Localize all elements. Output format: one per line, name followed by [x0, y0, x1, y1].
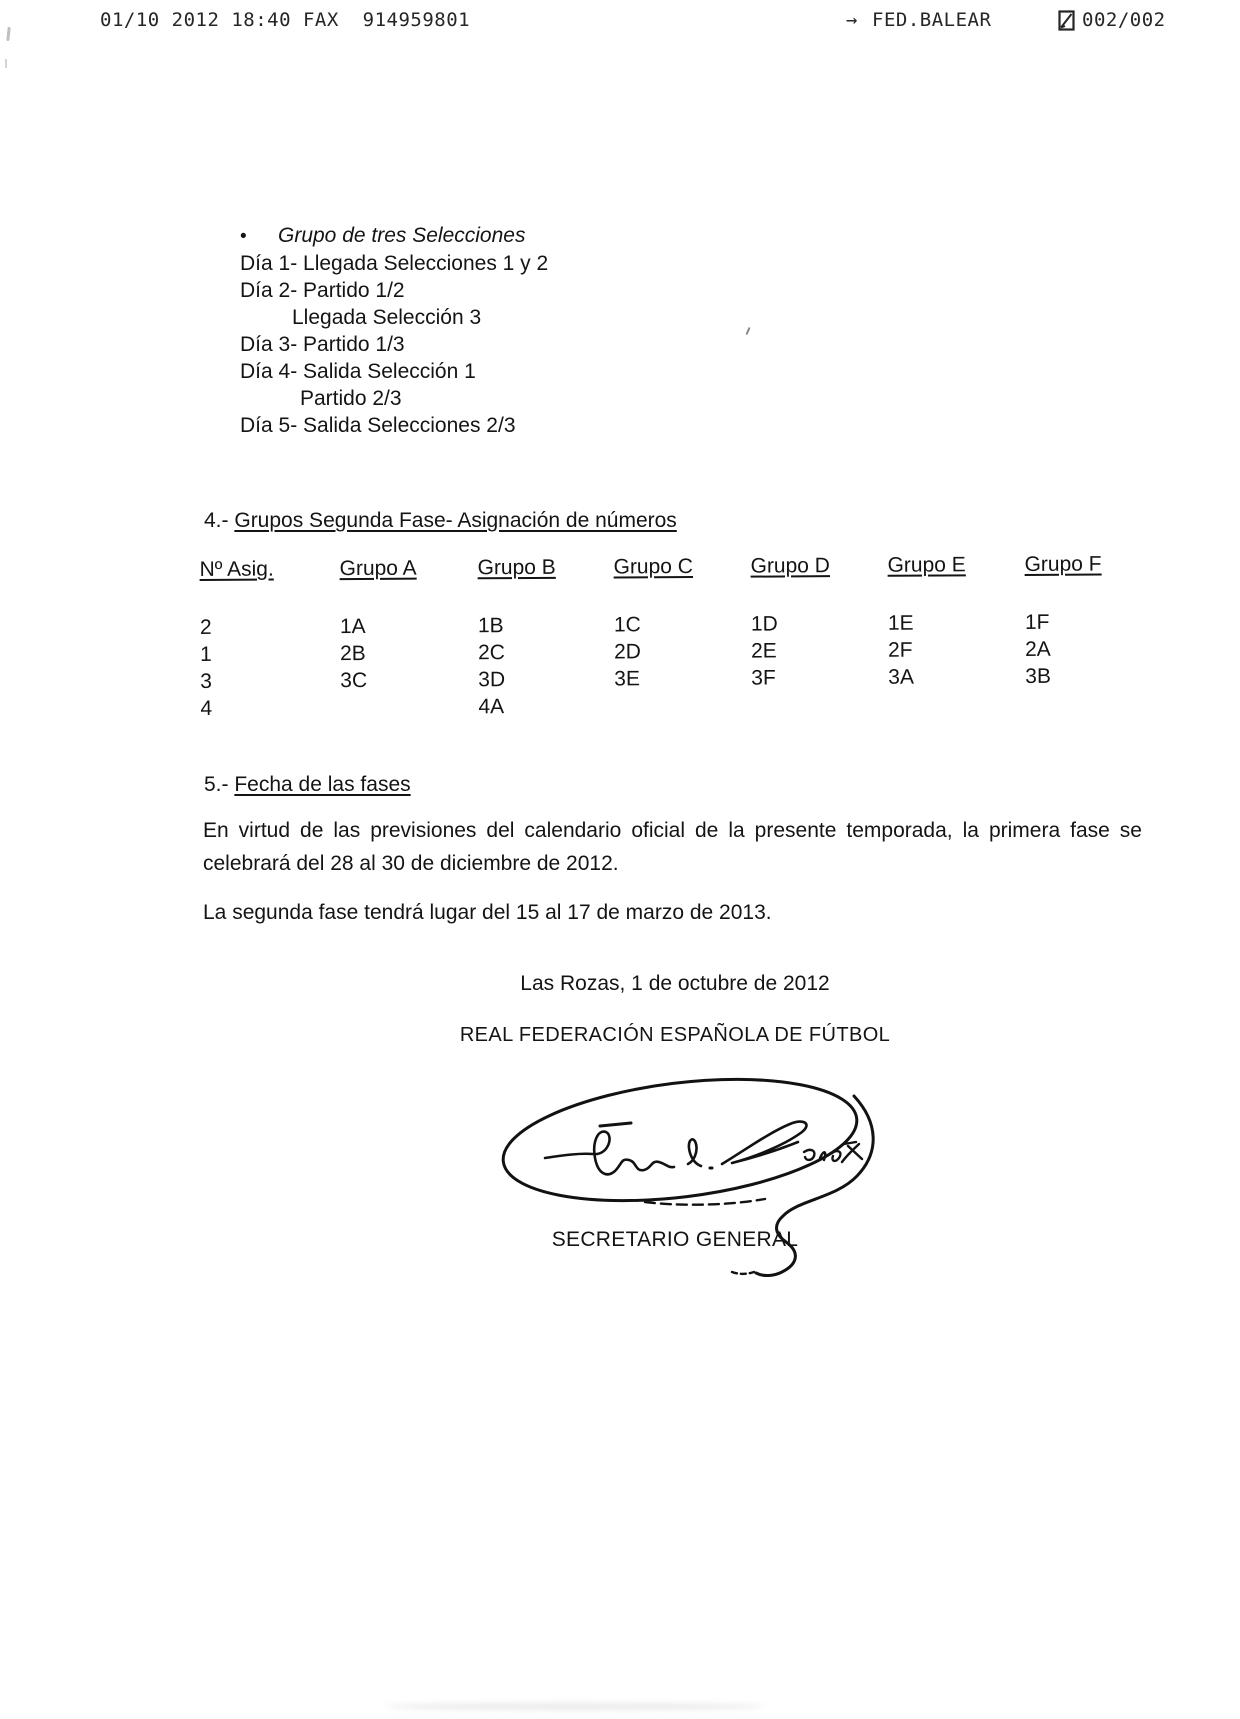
table-cell [614, 692, 751, 720]
scan-artifact [745, 327, 750, 335]
document-page-icon [1058, 10, 1075, 31]
table-cell: 3B [1025, 664, 1052, 688]
table-cell: 3D [478, 668, 506, 692]
table-row [200, 689, 1160, 722]
schedule-line: Día 5- Salida Selecciones 2/3 [240, 414, 516, 437]
table-cell: 3 [200, 669, 213, 693]
column-header: Nº Asig. [199, 557, 274, 582]
column-header: Grupo E [887, 553, 966, 577]
table-cell: 2F [888, 638, 913, 662]
table-cell: 4A [478, 695, 505, 719]
section-4-title: Grupos Segunda Fase- Asignación de números [234, 509, 677, 532]
first-phase-paragraph: En virtud de las previsiones del calendario oficial de la presente temporada, la primera fase se celebrará del 28 al 30 de diciembre de 2012. [203, 819, 1142, 875]
second-phase-paragraph: La segunda fase tendrá lugar del 15 al 17 de marzo de 2013. [203, 901, 772, 924]
table-cell: 2A [1025, 637, 1051, 661]
scan-artifact [385, 1703, 765, 1710]
bullet-icon: • [240, 226, 247, 247]
column-header: Grupo F [1024, 552, 1102, 576]
schedule-line: Llegada Selección 3 [292, 306, 482, 329]
table-cell: 1D [750, 612, 778, 636]
table-cell: 1E [887, 611, 914, 635]
fax-timestamp-line: 01/10 2012 18:40 FAX 914959801 [100, 9, 471, 31]
table-cell: 3A [888, 665, 915, 689]
schedule-line: Día 3- Partido 1/3 [240, 333, 405, 356]
section-5-title: Fecha de las fases [234, 773, 411, 796]
table-cell: 2C [478, 641, 506, 665]
table-cell: 1 [200, 642, 212, 666]
organization-name: REAL FEDERACIÓN ESPAÑOLA DE FÚTBOL [459, 1024, 891, 1046]
handwritten-signature [460, 1064, 880, 1296]
table-cell: 2B [340, 641, 366, 666]
table-cell [751, 691, 888, 719]
table-cell: 1A [339, 614, 366, 639]
table-cell: 1C [613, 613, 641, 637]
fax-transmission-header [0, 9, 1240, 35]
table-cell: 2D [614, 640, 642, 664]
schedule-line: Día 4- Salida Selección 1 [240, 360, 476, 383]
table-cell: 1F [1024, 610, 1050, 634]
schedule-bullet-title [240, 222, 548, 250]
page-count-label: 002/002 [1082, 9, 1166, 31]
table-cell [1025, 689, 1160, 717]
schedule-line: Partido 2/3 [300, 387, 402, 410]
table-cell: 3C [340, 668, 368, 693]
table-cell: 3F [751, 666, 776, 690]
schedule-title-text: Grupo de tres Selecciones [278, 224, 526, 247]
section-5-number: 5.- [204, 773, 229, 796]
arrow-right-icon: → [846, 9, 858, 31]
table-cell [888, 690, 1025, 718]
column-header: Grupo A [339, 556, 417, 581]
schedule-line: Día 2- Partido 1/2 [240, 279, 405, 302]
column-header: Grupo C [613, 554, 694, 579]
fax-page-counter [1058, 9, 1166, 31]
table-cell: 3E [614, 667, 641, 691]
scan-artifact [5, 59, 7, 68]
section-4-heading [204, 509, 677, 533]
table-cell: 2 [199, 615, 212, 639]
section-5-heading [204, 773, 411, 797]
three-team-group-schedule [240, 222, 548, 439]
section-4-number: 4.- [204, 509, 229, 532]
table-cell: 4 [200, 696, 213, 720]
schedule-line: Día 1- Llegada Selecciones 1 y 2 [240, 252, 549, 275]
signer-title: SECRETARIO GENERAL [551, 1228, 799, 1251]
column-header: Grupo B [477, 555, 556, 580]
table-header-row [199, 550, 1159, 583]
fax-recipient: FED.BALEAR [872, 9, 992, 31]
table-cell [340, 693, 478, 721]
group-assignment-table [199, 550, 1160, 722]
table-cell: 1B [477, 614, 504, 638]
column-header: Grupo D [750, 554, 831, 578]
place-and-date: Las Rozas, 1 de octubre de 2012 [520, 972, 830, 995]
table-cell: 2E [751, 639, 777, 663]
